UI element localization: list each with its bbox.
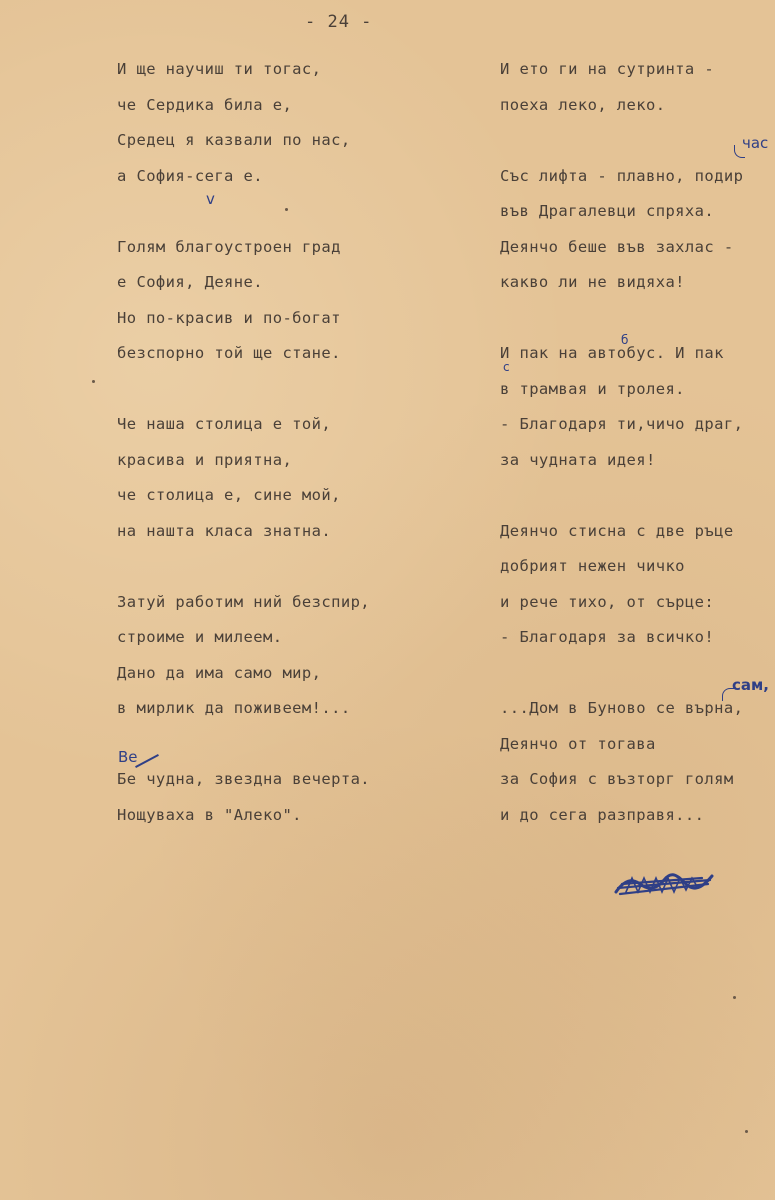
stanza (117, 762, 370, 833)
verse-line: Деянчо стисна с две ръце (500, 521, 734, 540)
verse-line: в мирлик да поживеем!... (117, 699, 351, 717)
verse-line: - Благодаря за всичко! (500, 628, 715, 646)
verse-line: че столица е, сине мой, (117, 486, 341, 504)
right-column (500, 52, 743, 833)
paper-speck (92, 380, 95, 383)
verse-line: строиме и милеем. (117, 628, 283, 646)
verse-line: какво ли не видяха! (500, 273, 685, 291)
verse-line: за чудната идея! (500, 450, 656, 469)
verse-line: Деянчо от тогава (500, 734, 656, 753)
verse-line: красива и приятна, (117, 450, 293, 469)
handwritten-correction-chas: час (742, 134, 769, 152)
verse-line: - Благодаря ти,чичо драг, (500, 415, 744, 433)
verse-line: Голям благоустроен град (117, 237, 341, 256)
verse-line: И ще научиш ти тогас, (117, 60, 322, 78)
verse-line: във Драгалевци спряха. (500, 202, 715, 220)
verse-line: Дано да има само мир, (117, 663, 322, 682)
handwritten-correction-f: б (621, 333, 629, 347)
verse-line: за София с възторг голям (500, 770, 734, 788)
handwritten-correction-ve: Ве (118, 748, 138, 766)
verse-line: Бе чудна, звездна вечерта. (117, 770, 371, 788)
paper-speck (285, 208, 288, 211)
verse-line: а София-сега е. (117, 166, 263, 185)
paper-speck (745, 1130, 748, 1133)
verse-line: и до сега разправя... (500, 805, 705, 824)
stanza (500, 691, 743, 833)
verse-line: в трамвая и тролея. (500, 379, 685, 398)
verse-line: И пак на автобус. И пак (500, 344, 724, 362)
verse-line: И ето ги на сутринта - (500, 60, 715, 78)
signature-scribble-icon (612, 872, 716, 896)
stanza (117, 585, 370, 727)
handwritten-correction-sak: сам, (732, 676, 769, 694)
verse-line: Но по-красив и по-богат (117, 308, 341, 327)
handwritten-check-mark: v (206, 190, 215, 208)
verse-line: Нощуваха в "Алеко". (117, 805, 302, 824)
verse-line: Затуй работим ний безспир, (117, 592, 371, 611)
insertion-mark-icon (722, 688, 735, 701)
verse-line: Средец я казвали по нас, (117, 131, 351, 149)
stanza (117, 230, 370, 372)
verse-line: и рече тихо, от сърце: (500, 592, 715, 611)
verse-line: на нашта класа знатна. (117, 521, 332, 540)
stanza (500, 52, 743, 123)
paper-speck (733, 996, 736, 999)
verse-line: ...Дом в Буново се върна, (500, 699, 744, 717)
verse-line: Че наша столица е той, (117, 415, 332, 433)
verse-line: добрият нежен чичко (500, 557, 685, 575)
verse-line: е София, Деяне. (117, 273, 263, 291)
left-column (117, 52, 370, 833)
verse-line: Деянчо беше във захлас - (500, 237, 734, 256)
stanza (500, 336, 743, 478)
verse-line: поеха леко, леко. (500, 95, 666, 114)
stanza (117, 52, 370, 194)
handwritten-correction-s: с (503, 360, 510, 374)
stanza (117, 407, 370, 549)
page-number: - 24 - (305, 12, 373, 32)
stanza (500, 514, 743, 656)
verse-line: че Сердика била е, (117, 95, 293, 114)
verse-line: Със лифта - плавно, подир (500, 166, 744, 185)
verse-line: безспорно той ще стане. (117, 344, 341, 362)
stanza (500, 159, 743, 301)
